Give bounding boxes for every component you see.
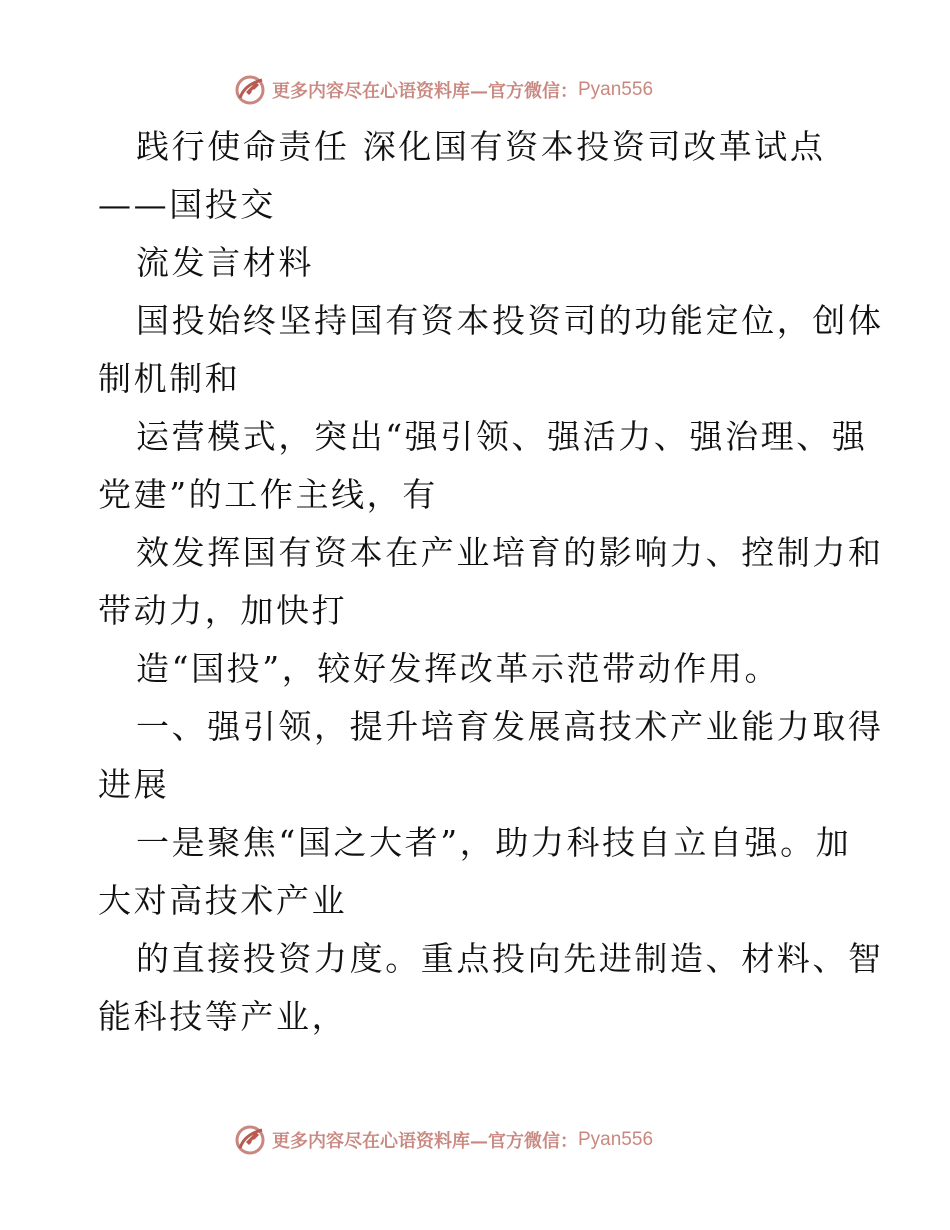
text-line: 制机制和 [98, 359, 241, 398]
text-line: 流发言材料 [136, 243, 314, 282]
watermark-text: 更多内容尽在心语资料库—官方微信： [272, 1131, 578, 1152]
text-line: 党建”的工作主线，有 [98, 475, 438, 514]
text-line: 运营模式，突出“强引领、强活力、强治理、强 [136, 417, 868, 456]
text-line: 的直接投资力度。重点投向先进制造、材料、智 [136, 939, 884, 978]
text-line: 带动力，加快打 [98, 591, 348, 630]
text-line: 践行使命责任 深化国有资本投资司改革试点 [136, 127, 826, 166]
watermark-text: 更多内容尽在心语资料库—官方微信： [272, 81, 578, 102]
section-heading: 一、强引领，提升培育发展高技术产业能力取得 [136, 707, 884, 746]
text-line: ——国投交 [98, 185, 276, 224]
text-line: 大对高技术产业 [98, 881, 348, 920]
pen-nib-swirl-icon [232, 1122, 268, 1158]
watermark-banner-bottom [232, 1120, 653, 1160]
watermark-brand: Pyan556 [578, 79, 654, 100]
text-line: 造“国投”，较好发挥改革示范带动作用。 [136, 649, 781, 688]
text-line: 一是聚焦“国之大者”，助力科技自立自强。加 [136, 823, 852, 862]
watermark-banner-top [232, 70, 653, 110]
text-line: 国投始终坚持国有资本投资司的功能定位，创体 [136, 301, 884, 340]
pen-nib-swirl-icon [232, 72, 268, 108]
section-heading-continuation: 进展 [98, 765, 170, 804]
watermark-brand: Pyan556 [578, 1129, 654, 1150]
text-line: 能科技等产业， [98, 997, 348, 1036]
text-line: 效发挥国有资本在产业培育的影响力、控制力和 [136, 533, 884, 572]
document-body [98, 118, 884, 1046]
